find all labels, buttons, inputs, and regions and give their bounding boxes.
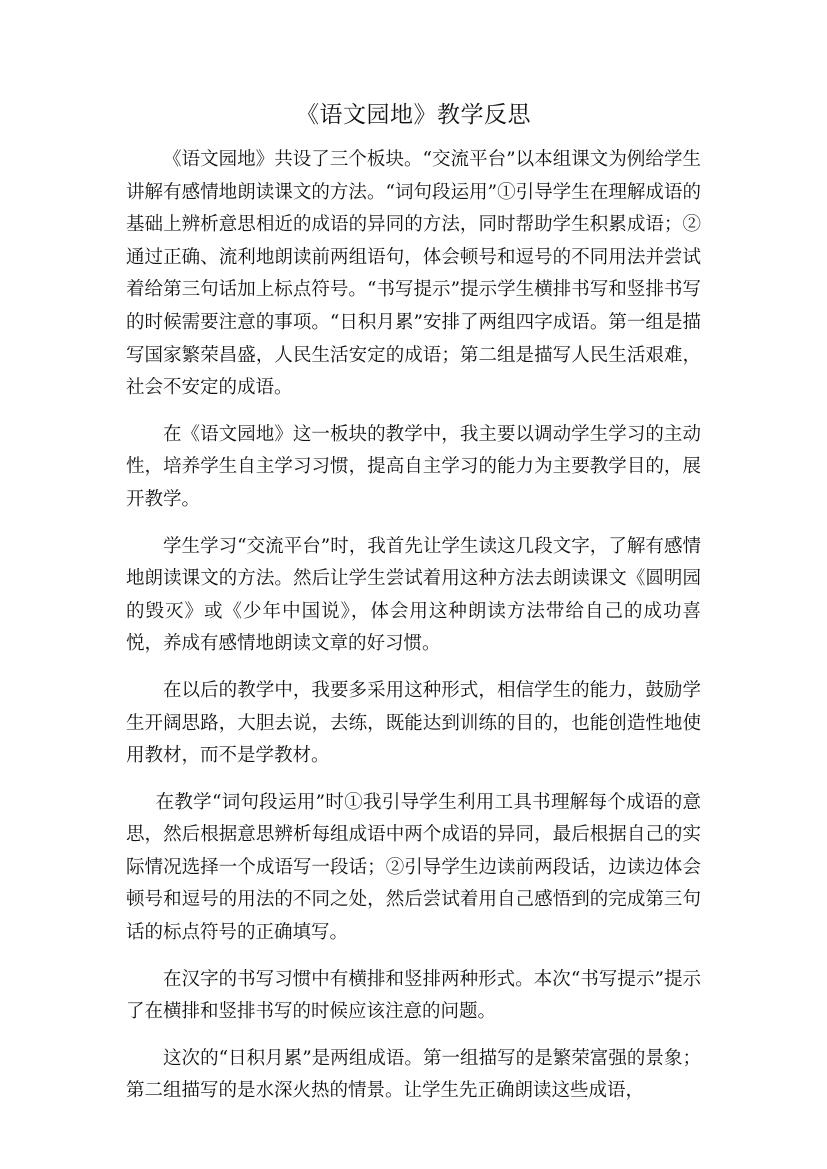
paragraph-daily-accumulation: 这次的“日积月累”是两组成语。第一组描写的是繁荣富强的景象；第二组描写的是水深火热的情景。让学生先正确朗读这些成语， (126, 1047, 701, 1102)
document-body (126, 144, 701, 1122)
paragraph-exchange-platform: 学生学习“交流平台”时，我首先让学生读这几段文字，了解有感情地朗读课文的方法。然后让学生尝试着用这种方法去朗读课文《圆明园的毁灭》或《少年中国说》，体会用这种朗读方法带给自己的成功喜悦，养成有感情地朗读文章的好习惯。 (126, 535, 701, 655)
paragraph-teaching-goal: 在《语文园地》这一板块的教学中，我主要以调动学生学习的主动性，培养学生自主学习习惯，提高自主学习的能力为主要教学目的，展开教学。 (126, 423, 701, 510)
paragraph-writing-tips: 在汉字的书写习惯中有横排和竖排两种形式。本次“书写提示”提示了在横排和竖排书写的时候应该注意的问题。 (126, 968, 701, 1023)
paragraph-overview: 《语文园地》共设了三个板块。“交流平台”以本组课文为例给学生讲解有感情地朗读课文的方法。“词句段运用”①引导学生在理解成语的基础上辨析意思相近的成语的异同的方法，同时帮助学生积累成语；②通过正确、流利地朗读前两组语句，体会顿号和逗号的不同用法并尝试着给第三句话加上标点符号。“书写提示”提示学生横排书写和竖排书写的时候需要注意的事项。“日积月累”安排了两组四字成语。第一组是描写国家繁荣昌盛，人民生活安定的成语；第二组是描写人民生活艰难，社会不安定的成语。 (126, 149, 701, 399)
document-title: 《语文园地》教学反思 (296, 102, 531, 128)
paragraph-future-teaching: 在以后的教学中，我要多采用这种形式，相信学生的能力，鼓励学生开阔思路，大胆去说，去练，既能达到训练的目的，也能创造性地使用教材，而不是学教材。 (126, 679, 701, 767)
paragraph-word-usage: 在教学“词句段运用”时①我引导学生利用工具书理解每个成语的意思，然后根据意思辨析每组成语中两个成语的异同，最后根据自己的实际情况选择一个成语写一段话；②引导学生边读前两段话，边读边体会顿号和逗号的用法的不同之处，然后尝试着用自己感悟到的完成第三句话的标点符号的正确填写。 (126, 791, 701, 944)
